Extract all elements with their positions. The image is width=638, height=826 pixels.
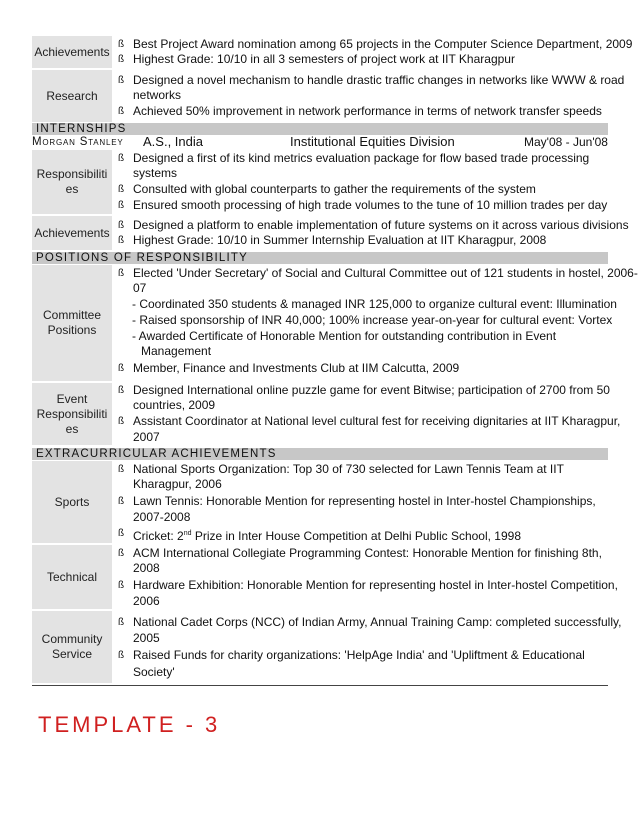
list-item-continuation: systems (133, 166, 178, 180)
bullet-icon: ß (118, 106, 125, 117)
bullet-icon: ß (118, 464, 125, 475)
sub-item-continuation: Management (141, 344, 212, 358)
list-item: ß Raised Funds for charity organizations: 'HelpAge India' and 'Upliftment & Educational (118, 648, 585, 662)
list-item: ß Elected 'Under Secretary' of Social and Cultural Committee out of 121 students in hostel, 2006- (118, 266, 638, 280)
list-item: ß Assistant Coordinator at National level cultural fest for receiving dignitaries at IIT Kharagpur, (118, 414, 621, 428)
list-item: ß Achieved 50% improvement in network performance in terms of network transfer speeds (118, 104, 602, 118)
list-item: ß Lawn Tennis: Honorable Mention for representing hostel in Inter-hostel Championships, (118, 494, 596, 508)
list-item: ß Cricket: 2nd Prize in Inter House Competition at Delhi Public School, 1998 (118, 528, 521, 543)
list-item: ß Designed a first of its kind metrics evaluation package for flow based trade processing (118, 151, 590, 165)
list-item: ß Member, Finance and Investments Club at IIM Calcutta, 2009 (118, 361, 460, 375)
internship-dates: May'08 - Jun'08 (524, 135, 608, 149)
label-technical: Technical (32, 545, 112, 611)
bullet-icon: ß (118, 548, 125, 559)
bullet-icon: ß (118, 220, 125, 231)
bullet-icon: ß (118, 580, 125, 591)
bullet-icon: ß (118, 416, 125, 427)
label-achievements: Achievements (32, 36, 112, 70)
list-item-continuation: 07 (133, 281, 147, 295)
bullet-icon: ß (118, 39, 125, 50)
sub-item: - Coordinated 350 students & managed INR 125,000 to organize cultural event: Illumination (132, 297, 617, 311)
list-item-continuation: 2005 (133, 631, 160, 645)
bullet-icon: ß (118, 153, 125, 164)
label-sports: Sports (32, 461, 112, 545)
list-item-continuation: Kharagpur, 2006 (133, 477, 222, 491)
division-name: Institutional Equities Division (290, 134, 455, 149)
list-item: ß Designed a novel mechanism to handle drastic traffic changes in networks like WWW & road (118, 73, 625, 87)
list-item-continuation: networks (133, 88, 182, 102)
bullet-icon: ß (118, 496, 125, 507)
label-research: Research (32, 70, 112, 124)
list-item: ß Highest Grade: 10/10 in Summer Internship Evaluation at IIT Kharagpur, 2008 (118, 233, 547, 247)
list-item-continuation: countries, 2009 (133, 398, 216, 412)
section-heading-internships: INTERNSHIPS (32, 123, 608, 135)
bullet-icon: ß (118, 200, 125, 211)
section-heading-extracurricular: EXTRACURRICULAR ACHIEVEMENTS (32, 448, 608, 460)
sub-item: - Raised sponsorship of INR 40,000; 100% increase year-on-year for cultural event: Vortex (132, 313, 613, 327)
label-internship-achievements: Achievements (32, 216, 112, 252)
list-item: ß National Cadet Corps (NCC) of Indian Army, Annual Training Camp: completed successfully, (118, 615, 622, 629)
list-item-continuation: 2006 (133, 594, 160, 608)
bullet-icon: ß (118, 54, 125, 65)
list-item: ß National Sports Organization: Top 30 of 730 selected for Lawn Tennis Team at IIT (118, 462, 564, 476)
list-item: ß Consulted with global counterparts to gather the requirements of the system (118, 182, 536, 196)
bottom-divider (32, 685, 608, 686)
section-heading-positions: POSITIONS OF RESPONSIBILITY (32, 252, 608, 264)
label-community-service: Community Service (32, 611, 112, 685)
bullet-icon: ß (118, 184, 125, 195)
company-location: A.S., India (143, 134, 203, 149)
list-item: ß ACM International Collegiate Programming Contest: Honorable Mention for finishing 8th, (118, 546, 602, 560)
list-item-continuation: Society' (133, 665, 175, 679)
list-item: ß Highest Grade: 10/10 in all 3 semesters of project work at IIT Kharagpur (118, 52, 515, 66)
bullet-icon: ß (118, 650, 125, 661)
list-item-continuation: 2007 (133, 430, 160, 444)
sub-item: - Awarded Certificate of Honorable Mention for outstanding contribution in Event (132, 329, 557, 343)
bullet-icon: ß (118, 363, 125, 374)
company-name: Morgan Stanley (32, 136, 124, 148)
label-event-responsibilities: Event Responsibiliti es (32, 383, 112, 447)
list-item: ß Ensured smooth processing of high trade volumes to the tune of 10 million trades per day (118, 198, 608, 212)
template-label: TEMPLATE - 3 (38, 712, 221, 737)
bullet-icon: ß (118, 235, 125, 246)
bullet-icon: ß (118, 617, 125, 628)
bullet-icon: ß (118, 528, 125, 539)
list-item-continuation: 2008 (133, 561, 160, 575)
bullet-icon: ß (118, 268, 125, 279)
list-item-continuation: 2007-2008 (133, 510, 191, 524)
label-responsibilities: Responsibiliti es (32, 150, 112, 216)
list-item: ß Designed a platform to enable implementation of future systems on it across various divisions (118, 218, 629, 232)
label-committee-positions: Committee Positions (32, 265, 112, 383)
list-item: ß Designed International online puzzle game for event Bitwise; participation of 2700 from 50 (118, 383, 610, 397)
bullet-icon: ß (118, 75, 125, 86)
bullet-icon: ß (118, 385, 125, 396)
list-item: ß Hardware Exhibition: Honorable Mention for representing hostel in Inter-hostel Competition, (118, 578, 618, 592)
list-item: ß Best Project Award nomination among 65 projects in the Computer Science Department, 2009 (118, 37, 633, 51)
